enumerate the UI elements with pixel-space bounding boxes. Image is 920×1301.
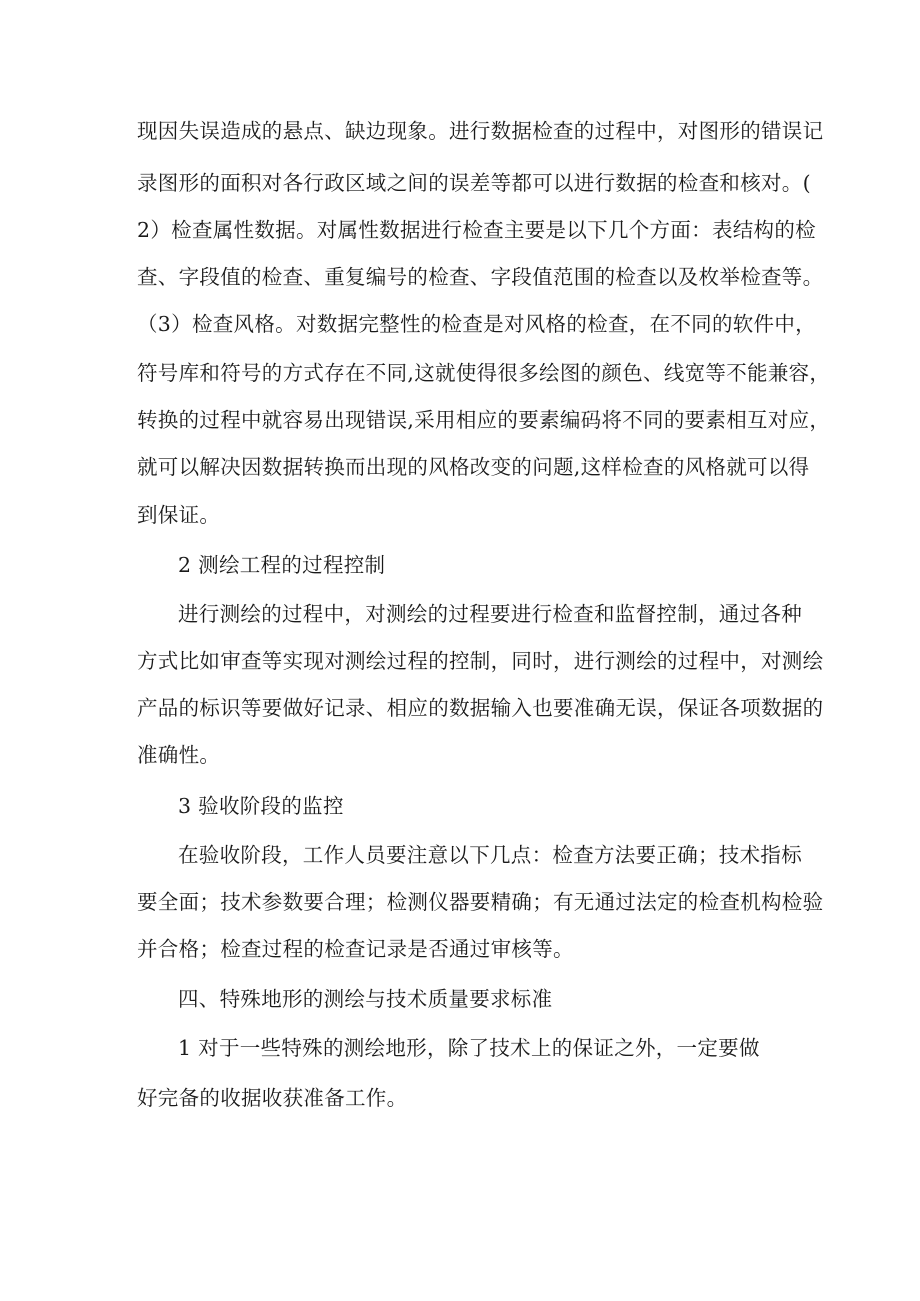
body-text-line: 好完备的收据收获准备工作。 bbox=[137, 1086, 408, 1110]
body-text-line: 并合格；检查过程的检查记录是否通过审核等。 bbox=[137, 937, 574, 961]
body-text-line: 现因失误造成的悬点、缺边现象。进行数据检查的过程中，对图形的错误记 bbox=[137, 119, 824, 143]
body-text-line: 到保证。 bbox=[137, 503, 221, 527]
body-text-line: 就可以解决因数据转换而出现的风格改变的问题,这样检查的风格就可以得 bbox=[137, 455, 810, 479]
body-text-line: 准确性。 bbox=[137, 743, 221, 767]
section-heading: 3 验收阶段的监控 bbox=[178, 794, 344, 818]
section-heading: 四、特殊地形的测绘与技术质量要求标准 bbox=[178, 987, 553, 1011]
body-text-line: 录图形的面积对各行政区域之间的误差等都可以进行数据的检查和核对。( bbox=[137, 171, 811, 195]
section-heading: 2 测绘工程的过程控制 bbox=[178, 553, 386, 577]
body-text-line: 转换的过程中就容易出现错误,采用相应的要素编码将不同的要素相互对应， bbox=[137, 408, 831, 432]
body-text-line: 进行测绘的过程中，对测绘的过程要进行检查和监督控制，通过各种 bbox=[178, 602, 802, 626]
body-text-line: 在验收阶段，工作人员要注意以下几点：检查方法要正确；技术指标 bbox=[178, 843, 802, 867]
body-text-line: 查、字段值的检查、重复编号的检查、字段值范围的检查以及枚举检查等。 bbox=[137, 265, 824, 289]
body-text-line: 2）检查属性数据。对属性数据进行检查主要是以下几个方面：表结构的检 bbox=[137, 218, 816, 242]
body-text-line: 符号库和符号的方式存在不同,这就使得很多绘图的颜色、线宽等不能兼容， bbox=[137, 361, 831, 385]
body-text-line: 要全面；技术参数要合理；检测仪器要精确；有无通过法定的检查机构检验 bbox=[137, 890, 824, 914]
body-text-line: （3）检查风格。对数据完整性的检查是对风格的检查，在不同的软件中， bbox=[137, 312, 816, 336]
body-text-line: 产品的标识等要做好记录、相应的数据输入也要准确无误，保证各项数据的 bbox=[137, 696, 824, 720]
body-text-line: 方式比如审查等实现对测绘过程的控制，同时，进行测绘的过程中，对测绘 bbox=[137, 649, 824, 673]
body-text-line: 1 对于一些特殊的测绘地形，除了技术上的保证之外，一定要做 bbox=[178, 1036, 760, 1060]
